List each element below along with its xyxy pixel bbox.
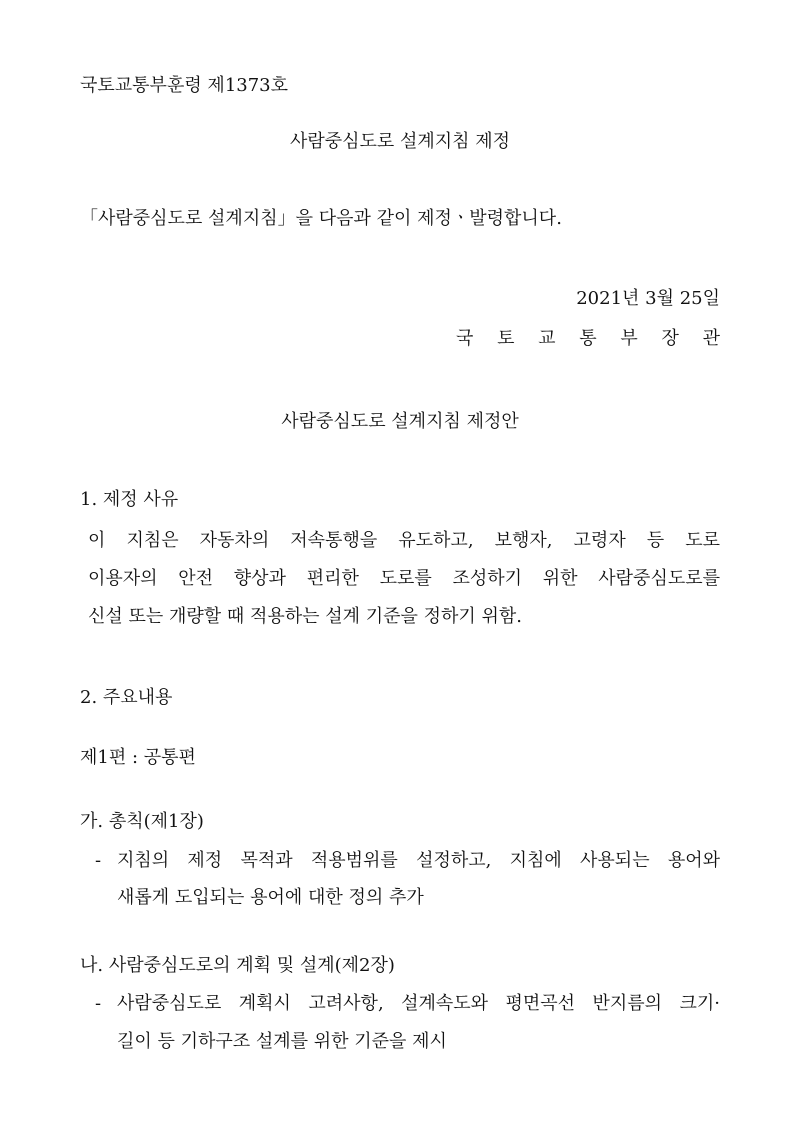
bullet-dash: - (95, 850, 102, 871)
item-na-line: 사람중심도로 계획시 고려사항, 설계속도와 평면곡선 반지름의 크기· (117, 993, 720, 1014)
section-1-heading: 1. 제정 사유 (80, 489, 179, 510)
draft-title: 사람중심도로 설계지침 제정안 (281, 411, 519, 432)
item-ga-title: 가. 총칙(제1장) (80, 811, 204, 832)
part-title: 제1편 : 공통편 (80, 747, 196, 768)
issuer-name: 국 토 교 통 부 장 관 (455, 328, 729, 349)
item-na-line: 길이 등 기하구조 설계를 위한 기준을 제시 (117, 1031, 447, 1052)
item-na-title: 나. 사람중심도로의 계획 및 설계(제2장) (80, 955, 395, 976)
announcement-text: 「사람중심도로 설계지침」을 다음과 같이 제정ㆍ발령합니다. (80, 208, 562, 229)
section-1-line: 신설 또는 개량할 때 적용하는 설계 기준을 정하기 위함. (88, 606, 523, 627)
document-title: 사람중심도로 설계지침 제정 (289, 131, 511, 152)
bullet-dash: - (95, 993, 102, 1014)
item-ga-line: 지침의 제정 목적과 적용범위를 설정하고, 지침에 사용되는 용어와 (117, 850, 720, 871)
section-2-heading: 2. 주요내용 (80, 687, 173, 708)
item-ga-line: 새롭게 도입되는 용어에 대한 정의 추가 (117, 887, 424, 908)
issue-date: 2021년 3월 25일 (576, 288, 720, 309)
section-1-line: 이용자의 안전 향상과 편리한 도로를 조성하기 위한 사람중심도로를 (88, 568, 720, 589)
section-1-line: 이 지침은 자동차의 저속통행을 유도하고, 보행자, 고령자 등 도로 (88, 530, 720, 551)
directive-number: 국토교통부훈령 제1373호 (80, 75, 289, 96)
